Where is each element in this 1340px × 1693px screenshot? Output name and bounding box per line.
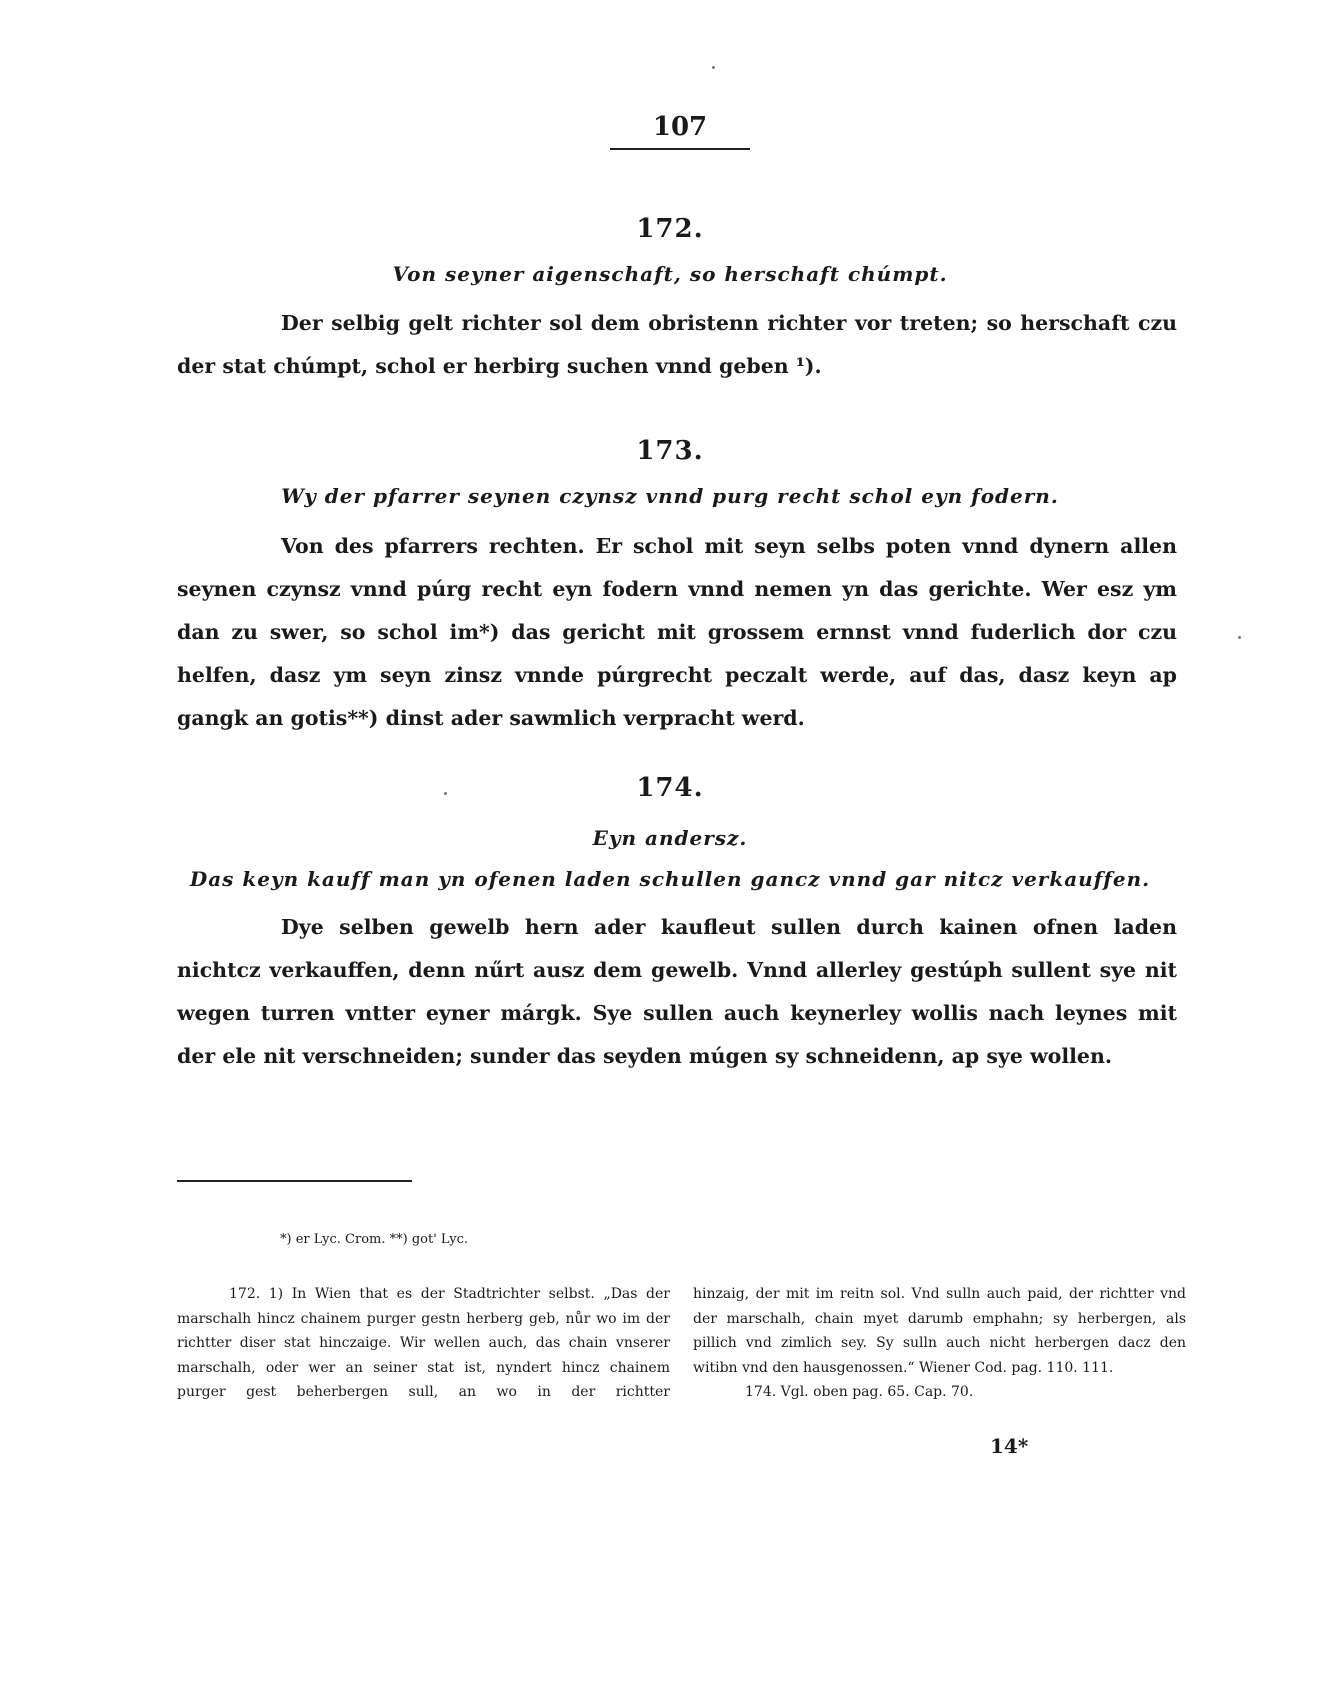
footnote-172: 172. 1) In Wien that es der Stadtrichter selbst. „Das der marschalh hincz chainem purger gestn herberg geb, nůr wo im der richtter diser stat hinczaige. Wir wellen auch, das chain vnserer marschalh, oder wer an seiner stat ist, nyndert hincz chainem purger gest beherbergen sull, an wo in der richtter [177, 1286, 670, 1400]
signature-mark: 14* [990, 1434, 1029, 1458]
footnote-172-continued: hinzaig, der mit im reitn sol. Vnd sulln auch paid, der richtter vnd der marschalh, chain myet darumb emphahn; sy herbergen, als pillich vnd zimlich sey. Sy sulln auch nicht herbergen dacz den witibn vnd den hausgenossen.“ Wiener Cod. pag. 110. 111. [693, 1286, 1186, 1376]
footnote-left-column [177, 1282, 670, 1405]
section-172-title: Von seyner aigenschaft, so herschaft chúmpt. [392, 262, 948, 286]
footnote-right-column [693, 1282, 1186, 1405]
section-174-title: Eyn andersz. [592, 826, 748, 850]
section-174-number: 174. [636, 773, 704, 803]
page-number-rule [610, 148, 750, 150]
section-173-number: 173. [636, 436, 704, 466]
section-173-title: Wy der pfarrer seynen czynsz vnnd purg recht schol eyn fodern. [281, 484, 1059, 508]
footnote-174: 174. Vgl. oben pag. 65. Cap. 70. [745, 1384, 974, 1400]
reading-notes: *) er Lyc. Crom. **) got' Lyc. [280, 1232, 469, 1247]
section-172-body: Der selbig gelt richter sol dem obristenn richter vor treten; so herschaft czu der stat chúmpt, schol er herbirg suchen vnnd geben ¹). [177, 311, 1177, 378]
stray-speck [1238, 636, 1241, 639]
stray-speck [712, 66, 715, 69]
section-174-subtitle: Das keyn kauff man yn ofenen laden schullen gancz vnnd gar nitcz verkauffen. [189, 867, 1151, 891]
stray-speck [444, 792, 447, 795]
footnote-separator [177, 1180, 412, 1182]
section-172-number: 172. [636, 214, 704, 244]
section-174-body: Dye selben gewelb hern ader kaufleut sullen durch kainen ofnen laden nichtcz verkauffen, denn nűrt ausz dem gewelb. Vnnd allerley gestúph sullent sye nit wegen turren vntter eyner márgk. Sye sullen auch keynerley wollis nach leynes mit der ele nit verschneiden; sunder das seyden múgen sy schneidenn, ap sye wollen. [177, 915, 1177, 1068]
page-number: 107 [652, 112, 708, 142]
section-173-body: Von des pfarrers rechten. Er schol mit seyn selbs poten vnnd dynern allen seynen czynsz vnnd púrg recht eyn fodern vnnd nemen yn das gerichte. Wer esz ym dan zu swer, so schol im*) das gericht mit grossem ernnst vnnd fuderlich dor czu helfen, dasz ym seyn zinsz vnnde púrgrecht peczalt werde, auf das, dasz keyn ap gangk an gotis**) dinst ader sawmlich verpracht werd. [177, 534, 1177, 730]
